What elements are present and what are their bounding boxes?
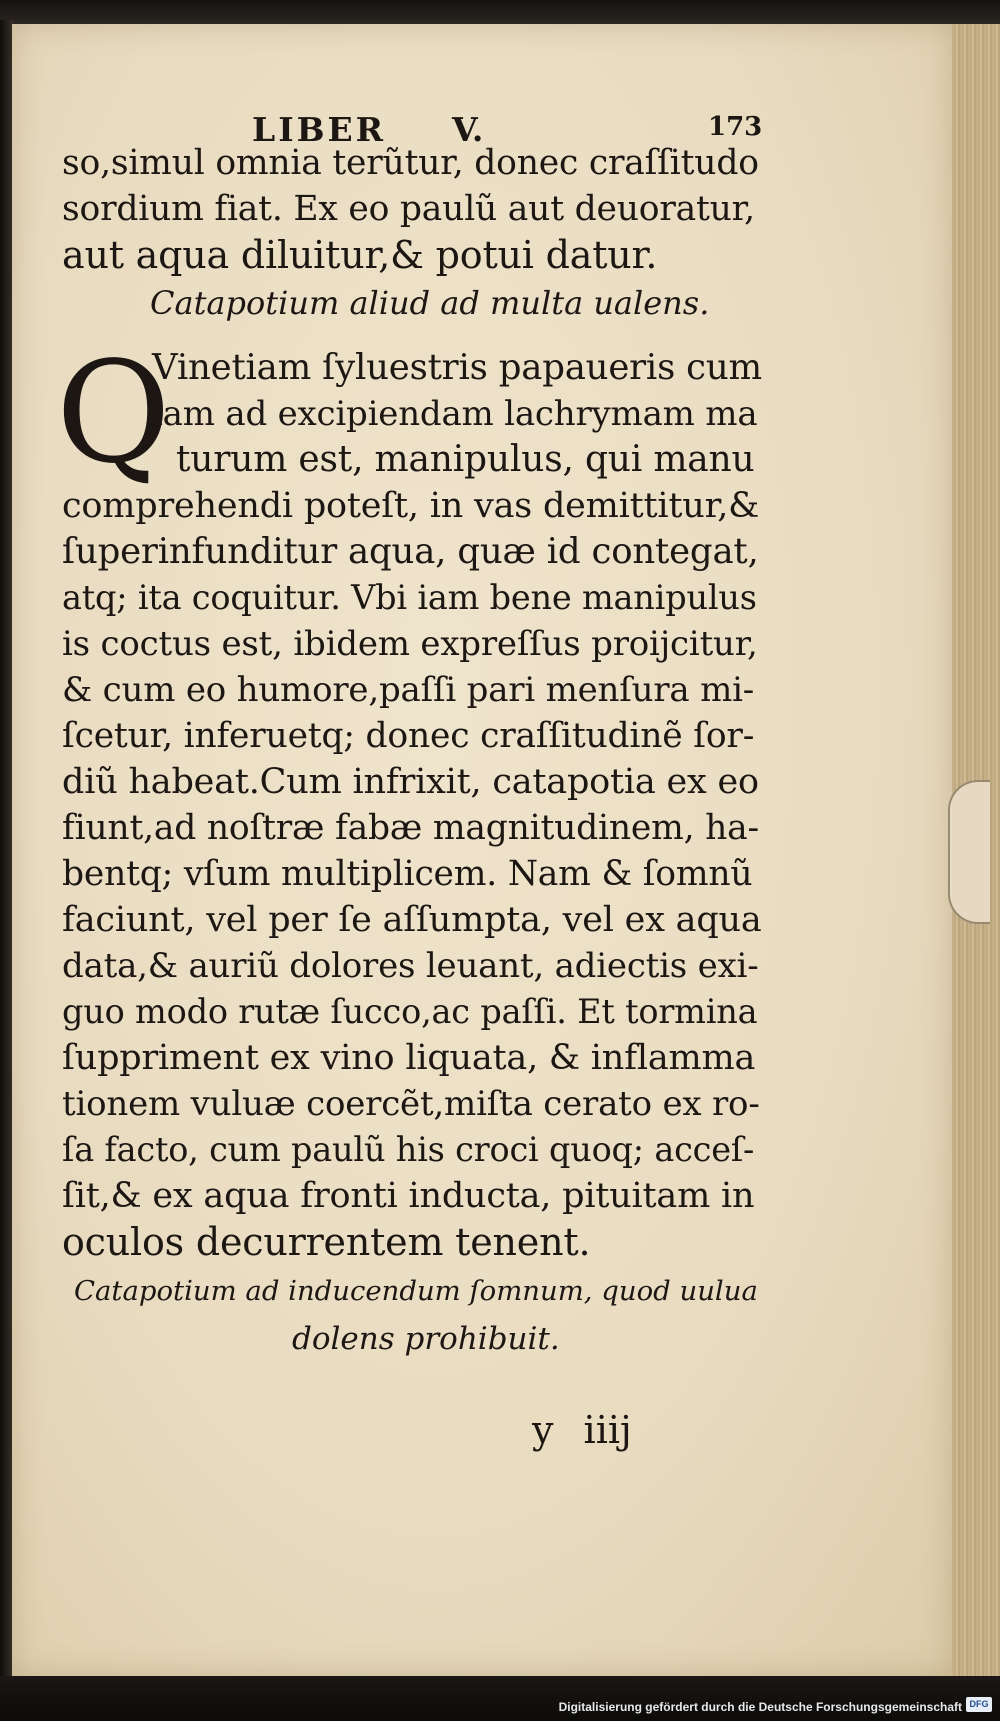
digitization-credit: Digitalisierung gefördert durch die Deutsche Forschungsgemeinschaft [558, 1700, 962, 1714]
text-line: atq; ita coquitur. Vbi iam bene manipulus [62, 578, 757, 617]
text-line: diũ habeat.Cum infrixit, catapotia ex eo [62, 762, 759, 802]
text-line: & cum eo humore,paſſi pari menſura mi- [62, 670, 755, 710]
scan-bottom-bar [0, 1676, 1000, 1721]
text-line: data,& auriũ dolores leuant, adiectis exi- [62, 946, 759, 986]
text-line: aut aqua diluitur,& potui datur. [62, 233, 658, 277]
rubric-heading-continued: dolens prohibuit. [292, 1321, 560, 1357]
rubric-heading: Catapotium ad inducendum ſomnum, quod uulua [74, 1275, 758, 1307]
text-line: ſuperinfunditur aqua, quæ id contegat, [62, 531, 759, 572]
text-line: fiunt,ad noſtræ fabæ magnitudinem, ha- [62, 808, 759, 848]
text-line: ſa facto, cum paulũ his croci quoq; acceſ- [62, 1130, 755, 1169]
folio-number: 173 [708, 112, 763, 142]
text-line: is coctus est, ibidem expreſſus proijcitur, [62, 624, 758, 664]
text-line: bentq; vſum multiplicem. Nam & ſomnũ [62, 854, 753, 894]
text-line: iam ad excipiendam lachrymam ma [152, 394, 758, 434]
text-line: faciunt, vel per ſe aſſumpta, vel ex aqua [62, 900, 762, 940]
rubric-heading: Catapotium aliud ad multa ualens. [150, 284, 710, 322]
text-line: ſcetur, inferuetq; donec craſſitudinẽ ſor- [62, 716, 755, 756]
text-line: ſuppriment ex vino liquata, & inflamma [62, 1038, 756, 1078]
text-line: turum est, manipulus, qui manu [176, 439, 755, 480]
scan-top-edge [0, 0, 1000, 26]
text-line: oculos decurrentem tenent. [62, 1220, 591, 1264]
text-line: Vinetiam ſyluestris papaueris cum [152, 347, 762, 388]
dfg-logo-icon: DFG [966, 1697, 992, 1712]
signature-mark: y iiij [532, 1408, 632, 1452]
running-head-book: V. [452, 110, 484, 149]
running-head-title: LIBER [252, 110, 387, 149]
text-line: so,simul omnia terũtur, donec craſſitudo [62, 143, 759, 183]
text-line: tionem vuluæ coercẽt,miſta cerato ex ro- [62, 1084, 760, 1124]
book-clasp [948, 780, 990, 924]
text-line: comprehendi poteſt, in vas demittitur,& [62, 486, 760, 526]
text-line: ſit,& ex aqua fronti inducta, pituitam in [62, 1176, 755, 1216]
drop-cap-initial: Q [56, 332, 171, 495]
text-line: sordium fiat. Ex eo paulũ aut deuoratur, [62, 189, 755, 229]
text-line: guo modo rutæ ſucco,ac paſſi. Et tormina [62, 992, 758, 1031]
